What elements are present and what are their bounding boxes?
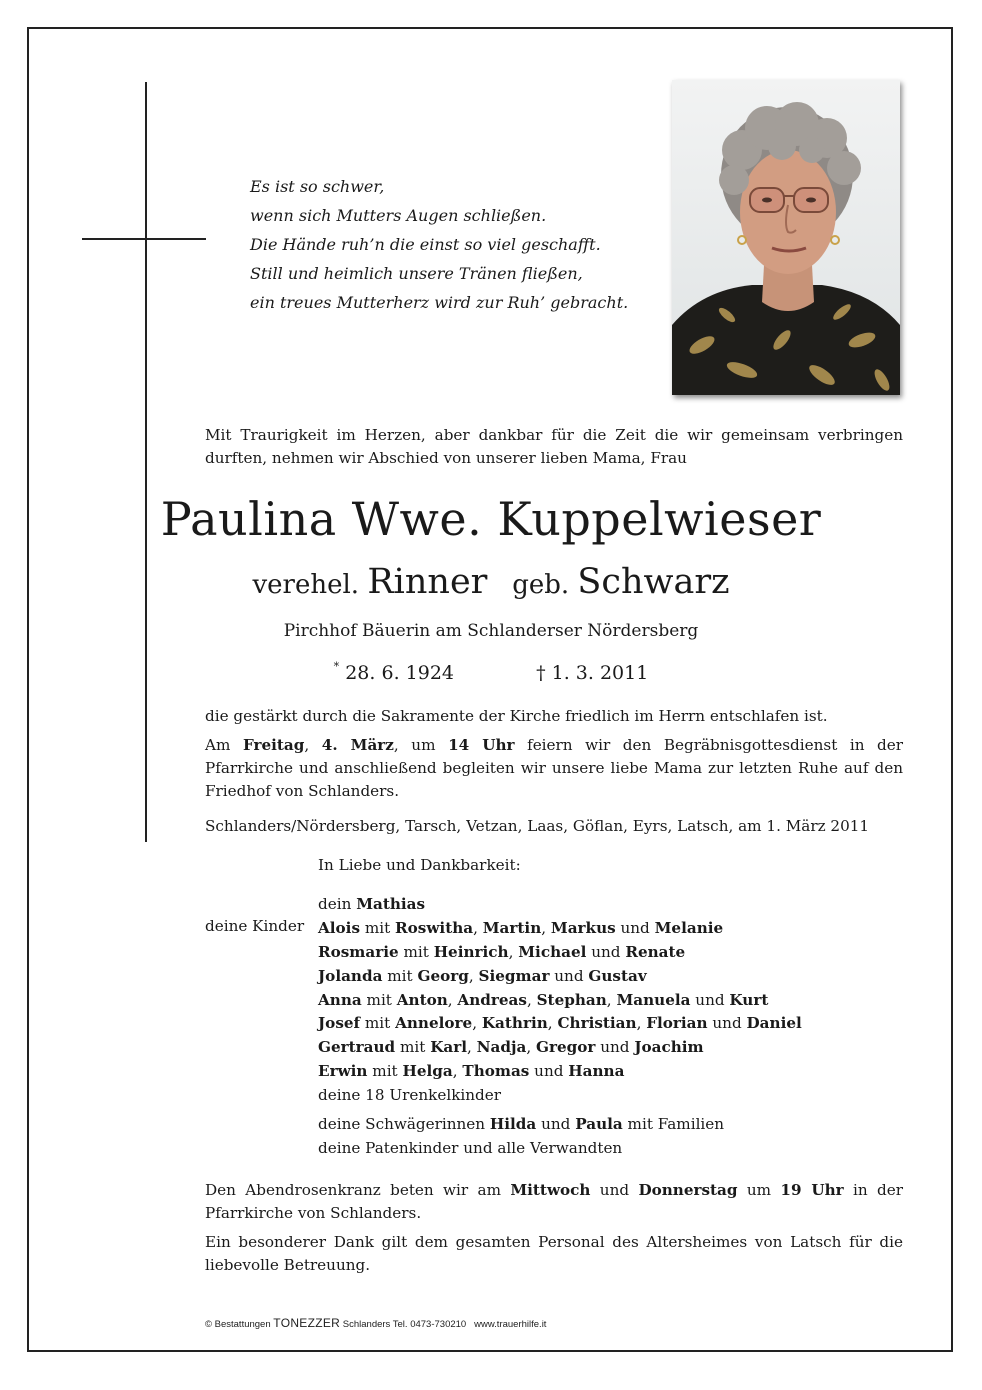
family-name: Daniel <box>746 1014 802 1033</box>
text: , <box>606 990 617 1009</box>
text: Am <box>205 736 243 754</box>
family-name: Markus <box>550 918 616 937</box>
text: , <box>526 990 537 1009</box>
married-prefix: verehel. <box>252 570 360 600</box>
thanks-text: Ein besonderer Dank gilt dem gesamten Personal des Altersheimes von Latsch für die liebevolle Betreuung. <box>205 1233 903 1274</box>
text: mit <box>398 942 434 961</box>
text: , <box>636 1014 647 1033</box>
family-row <box>318 965 802 989</box>
maiden-married-names <box>0 562 982 602</box>
rosary-text <box>205 1179 903 1225</box>
family-name: Manuela <box>616 990 691 1009</box>
family-name: Karl <box>430 1038 467 1057</box>
text: und <box>586 942 626 961</box>
family-row <box>318 1036 802 1060</box>
life-dates <box>0 662 982 684</box>
text: mit <box>395 1038 431 1057</box>
intro-text: Mit Traurigkeit im Herzen, aber dankbar für die Zeit die wir gemeinsam verbringen durften, nehmen wir Abschied von unserer lieben Mama, Frau <box>205 426 903 467</box>
text: , <box>473 918 483 937</box>
family-name: Roswitha <box>395 918 474 937</box>
family-name: Alois <box>318 918 361 937</box>
family-name: Jolanda <box>318 966 383 985</box>
text: , <box>447 990 458 1009</box>
birth-name: Schwarz <box>577 562 730 602</box>
funeral-time: 14 Uhr <box>448 736 515 754</box>
family-name: Anna <box>318 990 362 1009</box>
text: , <box>526 1038 536 1057</box>
text: mit <box>360 1014 396 1033</box>
family-name: Thomas <box>462 1062 530 1081</box>
text: Den Abendrosenkranz beten wir am <box>205 1181 511 1199</box>
portrait-photo <box>672 80 900 395</box>
family-name: Annelore <box>395 1014 473 1033</box>
family-name: Andreas <box>457 990 527 1009</box>
family-row <box>318 893 802 917</box>
rosary-day: Mittwoch <box>510 1181 591 1199</box>
family-name: Siegmar <box>478 966 550 985</box>
birth-prefix: geb. <box>512 570 570 600</box>
text: deine Patenkinder und alle Verwandten <box>318 1138 623 1157</box>
children-label: deine Kinder <box>205 917 305 935</box>
family-name: Martin <box>482 918 542 937</box>
text: , <box>468 966 479 985</box>
text: mit <box>360 918 396 937</box>
married-name: Rinner <box>367 562 488 602</box>
text: deine 18 Urenkelkinder <box>318 1086 502 1105</box>
family-name: Erwin <box>318 1062 368 1081</box>
family-name: Gertraud <box>318 1038 396 1057</box>
text: mit Familien <box>622 1115 725 1134</box>
family-name: Renate <box>625 942 686 961</box>
text: um <box>737 1181 781 1199</box>
text: feiern wir den Begräbnisgottesdienst in der Pfarrkirche und anschließend begleiten wir unsere liebe Mama zur letzten Ruhe auf den Friedhof von Schlanders. <box>205 736 904 800</box>
footer-credit <box>205 1316 546 1330</box>
text: deine Schwägerinnen <box>318 1115 490 1134</box>
text: , <box>541 918 551 937</box>
text: und <box>595 1038 635 1057</box>
text: dein <box>318 895 357 913</box>
cross-vertical-beam <box>145 82 147 842</box>
family-name: Hilda <box>489 1115 537 1134</box>
death-date: † 1. 3. 2011 <box>536 662 649 684</box>
funeral-day: Freitag <box>242 736 305 754</box>
poem-line: Es ist so schwer, <box>250 177 385 196</box>
family-name: Georg <box>417 966 469 985</box>
family-row <box>318 941 802 965</box>
family-list <box>318 893 802 1161</box>
family-row <box>318 1012 802 1036</box>
text: , <box>452 1062 463 1081</box>
family-name: Josef <box>318 1014 361 1033</box>
sacraments-text: die gestärkt durch die Sakramente der Kirche friedlich im Herrn entschlafen ist. <box>205 707 828 725</box>
love-line: In Liebe und Dankbarkeit: <box>318 856 521 874</box>
family-name: Gustav <box>588 966 647 985</box>
poem <box>250 172 628 317</box>
text: , um <box>393 736 449 754</box>
family-row <box>318 1060 802 1084</box>
family-name: Melanie <box>654 918 724 937</box>
text: , <box>467 1038 477 1057</box>
text: und <box>549 966 589 985</box>
poem-line: Die Hände ruh’n die einst so viel geschafft. <box>250 235 601 254</box>
poem-line: Still und heimlich unsere Tränen fließen, <box>250 264 583 283</box>
family-row <box>318 1137 802 1161</box>
family-name: Rosmarie <box>318 942 399 961</box>
text: mit <box>367 1062 403 1081</box>
family-name: Stephan <box>536 990 607 1009</box>
text: und <box>690 990 730 1009</box>
family-name: Joachim <box>634 1038 704 1057</box>
family-name: Kurt <box>729 990 769 1009</box>
poem-line: wenn sich Mutters Augen schließen. <box>250 206 547 225</box>
occupation: Pirchhof Bäuerin am Schlanderser Nördersberg <box>283 621 699 641</box>
birth-symbol: * <box>333 660 340 673</box>
places-and-date: Schlanders/Nördersberg, Tarsch, Vetzan, Laas, Göflan, Eyrs, Latsch, am 1. März 2011 <box>205 817 870 835</box>
rosary-day: Donnerstag <box>638 1181 738 1199</box>
family-name: Helga <box>402 1062 453 1081</box>
rosary-time: 19 Uhr <box>780 1181 844 1199</box>
family-name: Nadja <box>476 1038 527 1057</box>
birth-date-value: 28. 6. 1924 <box>345 662 454 684</box>
text: , <box>304 736 322 754</box>
text: Schlanders Tel. 0473-730210 www.trauerhilfe.it <box>340 1319 547 1330</box>
cross-horizontal-beam <box>82 238 206 240</box>
text: in der Pfarrkirche von Schlanders. <box>205 1181 903 1222</box>
text: und <box>707 1014 747 1033</box>
family-name: Gregor <box>536 1038 596 1057</box>
funeral-date: 4. März <box>321 736 394 754</box>
text: © Bestattungen <box>205 1319 274 1330</box>
family-row <box>318 917 802 941</box>
family-name: Mathias <box>356 895 426 913</box>
family-name: Kathrin <box>481 1014 548 1033</box>
family-row <box>318 989 802 1013</box>
funeral-home-brand: TONEZZER <box>273 1316 341 1330</box>
family-name: Hanna <box>568 1062 625 1081</box>
family-name: Michael <box>518 942 587 961</box>
text: , <box>472 1014 482 1033</box>
deceased-name: Paulina Wwe. Kuppelwieser <box>160 492 822 546</box>
family-name: Florian <box>646 1014 708 1033</box>
text: und <box>615 918 655 937</box>
text: mit <box>382 966 418 985</box>
text: , <box>547 1014 558 1033</box>
text: und <box>536 1115 576 1134</box>
birth-date <box>334 662 454 684</box>
family-row <box>318 1084 802 1108</box>
family-name: Paula <box>575 1115 623 1134</box>
text: und <box>590 1181 639 1199</box>
text: , <box>508 942 519 961</box>
family-row <box>318 1113 802 1137</box>
family-name: Heinrich <box>433 942 509 961</box>
text: und <box>529 1062 569 1081</box>
family-name: Anton <box>396 990 448 1009</box>
funeral-text <box>205 734 903 803</box>
poem-line: ein treues Mutterherz wird zur Ruh’ gebracht. <box>250 293 629 312</box>
text: mit <box>361 990 397 1009</box>
family-name: Christian <box>557 1014 637 1033</box>
